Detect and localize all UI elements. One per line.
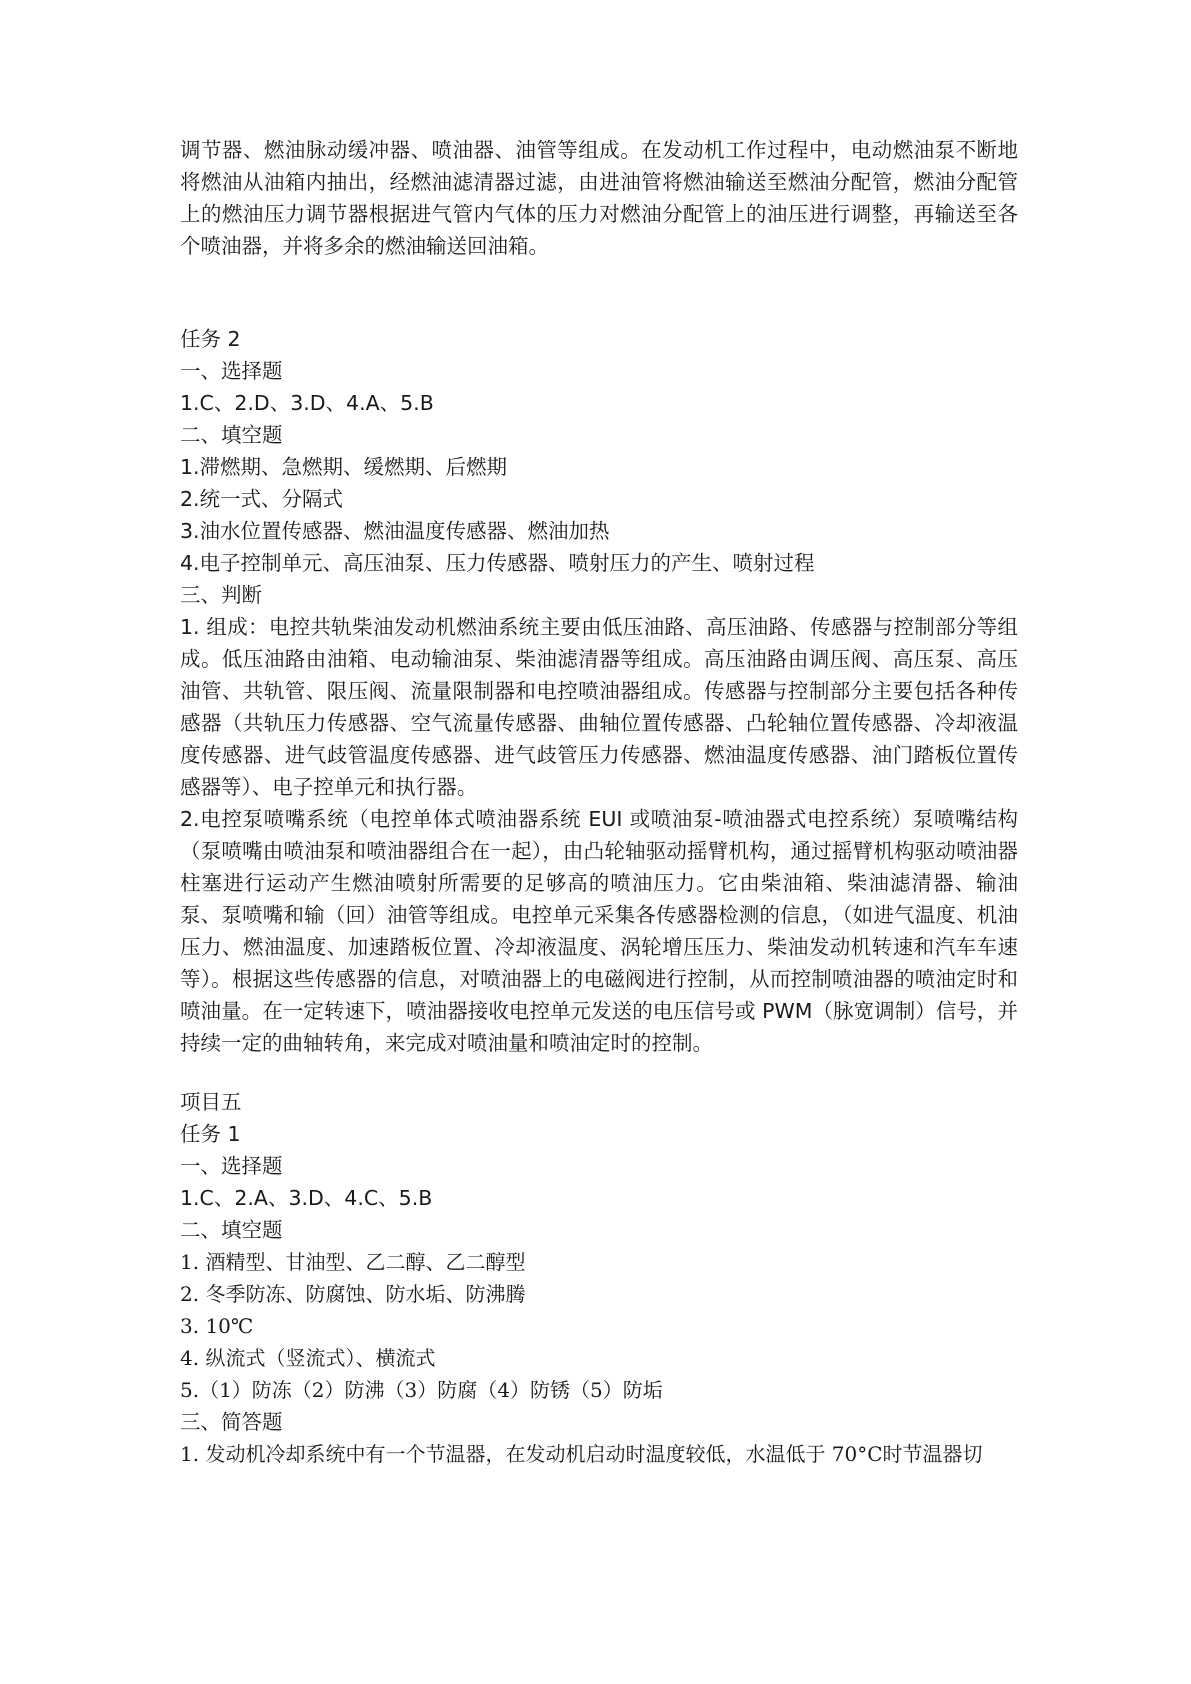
project5-fill-heading: 二、填空题 xyxy=(180,1218,283,1242)
task2-fill-heading: 二、填空题 xyxy=(180,423,283,447)
task2-choice-answers: 1.C、2.D、3.D、4.A、5.B xyxy=(180,391,434,415)
project5-fill-answer-2: 2. 冬季防冻、防腐蚀、防水垢、防沸腾 xyxy=(180,1282,526,1306)
project5-fill-answer-1: 1. 酒精型、甘油型、乙二醇、乙二醇型 xyxy=(180,1250,526,1274)
project5-heading: 项目五 xyxy=(180,1090,242,1114)
task2-fill-answer-4: 4.电子控制单元、高压油泵、压力传感器、喷射压力的产生、喷射过程 xyxy=(180,551,815,575)
intro-section xyxy=(180,134,1018,262)
project5-fill-answer-5: 5.（1）防冻（2）防沸（3）防腐（4）防锈（5）防垢 xyxy=(180,1378,663,1402)
project5-fill-answer-3: 3. 10℃ xyxy=(180,1314,254,1338)
project5-short-answer-1: 1. 发动机冷却系统中有一个节温器，在发动机启动时温度较低，水温低于 70°C时节温器切 xyxy=(180,1442,983,1466)
task2-judge-answer-2: 2.电控泵喷嘴系统（电控单体式喷油器系统 EUI 或喷油泵-喷油器式电控系统）泵喷嘴结构（泵喷嘴由喷油泵和喷油器组合在一起），由凸轮轴驱动摇臂机构，通过摇臂机构驱动喷油器柱塞进行运动产生燃油喷射所需要的足够高的喷油压力。它由柴油箱、柴油滤清器、输油泵、泵喷嘴和输（回）油管等组成。电控单元采集各传感器检测的信息，（如进气温度、机油压力、燃油温度、加速踏板位置、冷却液温度、涡轮增压压力、柴油发动机转速和汽车车速等）。根据这些传感器的信息，对喷油器上的电磁阀进行控制，从而控制喷油器的喷油定时和喷油量。在一定转速下，喷油器接收电控单元发送的电压信号或 PWM（脉宽调制）信号，并持续一定的曲轴转角，来完成对喷油量和喷油定时的控制。 xyxy=(180,807,1018,1055)
project5-task1-heading: 任务 1 xyxy=(180,1122,241,1146)
task2-section xyxy=(180,323,1018,1059)
task2-choice-heading: 一、选择题 xyxy=(180,359,283,383)
intro-paragraph: 调节器、燃油脉动缓冲器、喷油器、油管等组成。在发动机工作过程中，电动燃油泵不断地将燃油从油箱内抽出，经燃油滤清器过滤，由进油管将燃油输送至燃油分配管，燃油分配管上的燃油压力调节器根据进气管内气体的压力对燃油分配管上的油压进行调整，再输送至各个喷油器，并将多余的燃油输送回油箱。 xyxy=(180,138,1018,258)
project5-choice-heading: 一、选择题 xyxy=(180,1154,283,1178)
task2-fill-answer-2: 2.统一式、分隔式 xyxy=(180,487,344,511)
task2-judge-answer-1: 1. 组成：电控共轨柴油发动机燃油系统主要由低压油路、高压油路、传感器与控制部分等组成。低压油路由油箱、电动输油泵、柴油滤清器等组成。高压油路由调压阀、高压泵、高压油管、共轨管、限压阀、流量限制器和电控喷油器组成。传感器与控制部分主要包括各种传感器（共轨压力传感器、空气流量传感器、曲轴位置传感器、凸轮轴位置传感器、冷却液温度传感器、进气歧管温度传感器、进气歧管压力传感器、燃油温度传感器、油门踏板位置传感器等）、电子控单元和执行器。 xyxy=(180,615,1018,799)
task2-heading: 任务 2 xyxy=(180,327,241,351)
task2-fill-answer-3: 3.油水位置传感器、燃油温度传感器、燃油加热 xyxy=(180,519,610,543)
project5-choice-answers: 1.C、2.A、3.D、4.C、5.B xyxy=(180,1186,433,1210)
project5-fill-answer-4: 4. 纵流式（竖流式）、横流式 xyxy=(180,1346,436,1370)
task2-fill-answer-1: 1.滞燃期、急燃期、缓燃期、后燃期 xyxy=(180,455,508,479)
task2-judge-heading: 三、判断 xyxy=(180,583,262,607)
project5-section xyxy=(180,1086,1018,1470)
project5-short-heading: 三、简答题 xyxy=(180,1410,283,1434)
